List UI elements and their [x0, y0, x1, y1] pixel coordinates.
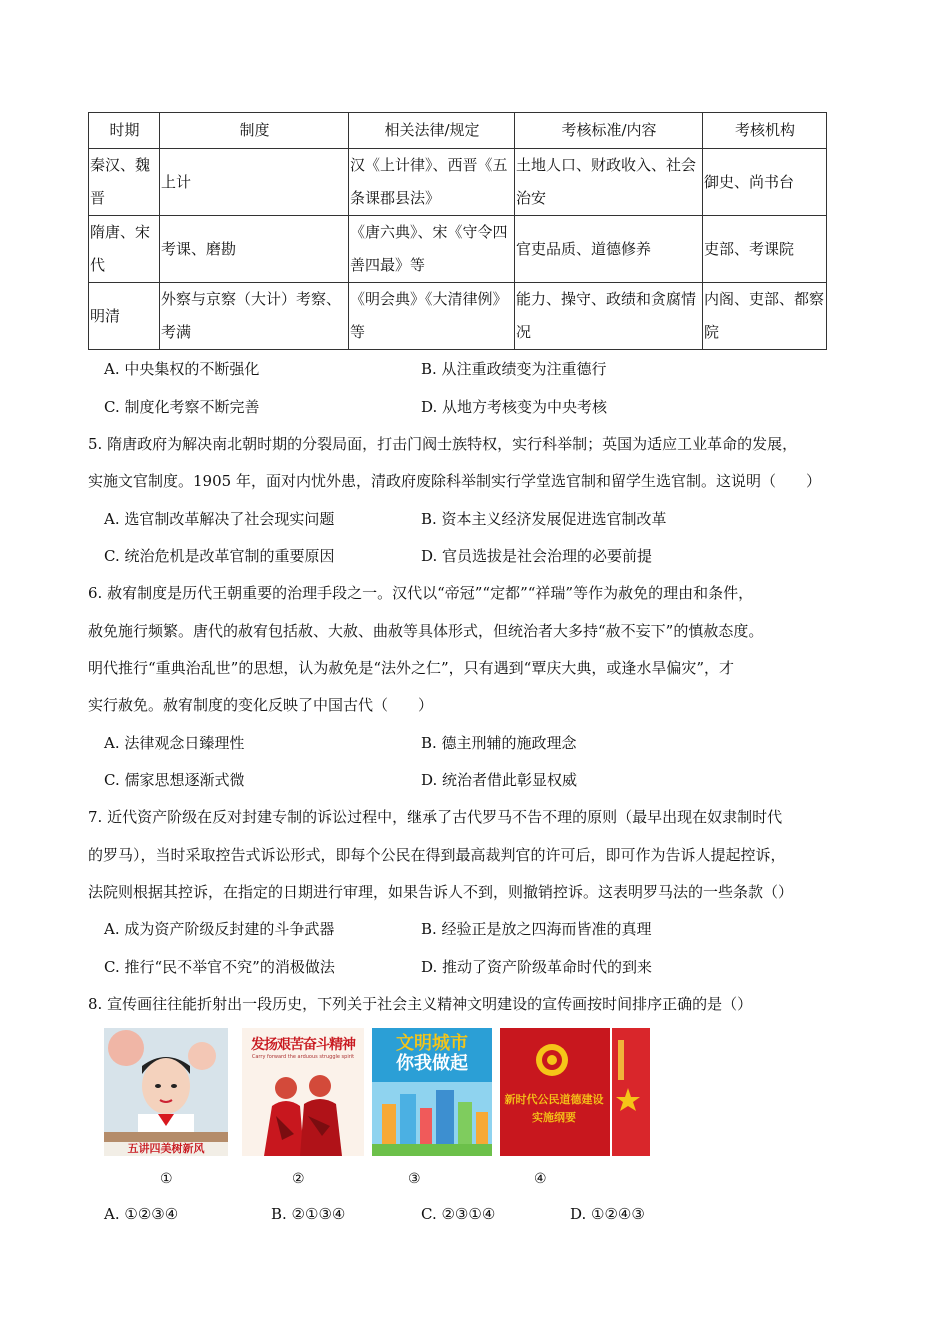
poster-4-image [500, 1028, 650, 1156]
q4-option-b[interactable]: B. 从注重政绩变为注重德行 [421, 360, 607, 378]
q6-option-d[interactable]: D. 统治者借此彰显权威 [421, 771, 578, 789]
q7-option-a[interactable]: A. 成为资产阶级反封建的斗争武器 [104, 920, 335, 938]
table-header-row [89, 113, 827, 149]
table-header-cell: 时期 [89, 113, 160, 149]
q7-option-b[interactable]: B. 经验正是放之四海而皆准的真理 [421, 920, 652, 938]
q8-option-b[interactable]: B. ②①③④ [271, 1205, 346, 1223]
table-header-cell: 考核标准/内容 [515, 113, 703, 149]
q4-option-d[interactable]: D. 从地方考核变为中央考核 [421, 398, 608, 416]
q5-stem-line: 5. 隋唐政府为解决南北朝时期的分裂局面，打击门阀士族特权，实行科举制；英国为适应工业革命的发展， [88, 435, 798, 453]
table-cell: 能力、操守、政绩和贪腐情况 [515, 283, 703, 350]
poster-3-illustration [372, 1082, 492, 1156]
q8-option-a[interactable]: A. ①②③④ [104, 1205, 179, 1223]
poster-2-title: 发扬艰苦奋斗精神 [251, 1037, 355, 1053]
q6-option-b[interactable]: B. 德主刑辅的施政理念 [421, 734, 577, 752]
q8-stem-line: 8. 宣传画往往能折射出一段历史，下列关于社会主义精神文明建设的宣传画按时间排序正确的是（） [88, 995, 753, 1013]
q8-option-c[interactable]: C. ②③①④ [421, 1205, 496, 1223]
q5-stem-line: 实施文官制度。1905 年，面对内忧外患，清政府废除科举制实行学堂选官制和留学生选官制。这说明（ ） [88, 472, 821, 490]
table-cell: 明清 [89, 283, 160, 350]
poster-3-title-line-2: 你我做起 [396, 1053, 468, 1074]
q6-stem-line: 明代推行“重典治乱世”的思想，认为赦免是“法外之仁”，只有遇到“覃庆大典，或逢水旱偏灾”，才 [88, 659, 735, 677]
poster-3-image [372, 1028, 492, 1156]
poster-caption: ① [160, 1171, 173, 1187]
q6-stem-line: 实行赦免。赦宥制度的变化反映了中国古代（ ） [88, 696, 434, 714]
table-header-cell: 相关法律/规定 [349, 113, 515, 149]
q7-stem-line: 7. 近代资产阶级在反对封建专制的诉讼过程中，继承了古代罗马不告不理的原则（最早出现在奴隶制时代 [88, 808, 783, 826]
table-cell: 《唐六典》、宋《守令四善四最》等 [349, 216, 515, 283]
table-cell: 外察与京察（大计）考察、考满 [160, 283, 349, 350]
poster-2-image [242, 1028, 364, 1156]
q6-stem-line: 6. 赦宥制度是历代王朝重要的治理手段之一。汉代以“帝冠”“定都”“祥瑞”等作为赦免的理由和条件， [88, 584, 754, 602]
q5-option-c[interactable]: C. 统治危机是改革官制的重要原因 [104, 547, 335, 565]
q6-option-a[interactable]: A. 法律观念日臻理性 [104, 734, 245, 752]
q5-option-a[interactable]: A. 选官制改革解决了社会现实问题 [104, 510, 335, 528]
table-row [89, 149, 827, 216]
table-cell: 上计 [160, 149, 349, 216]
q7-stem-line: 的罗马），当时采取控告式诉讼形式，即每个公民在得到最高裁判官的许可后，即可作为告诉人提起控诉， [88, 846, 786, 864]
q4-option-a[interactable]: A. 中央集权的不断强化 [104, 360, 260, 378]
table-cell: 御史、尚书台 [703, 149, 827, 216]
table-cell: 考课、磨勘 [160, 216, 349, 283]
table-row [89, 283, 827, 350]
table-cell: 土地人口、财政收入、社会治安 [515, 149, 703, 216]
q6-stem-line: 赦免施行频繁。唐代的赦宥包括赦、大赦、曲赦等具体形式，但统治者大多持“赦不妄下”的慎赦态度。 [88, 622, 764, 640]
table-cell: 汉《上计律》、西晋《五条课郡县法》 [349, 149, 515, 216]
table-header-cell: 制度 [160, 113, 349, 149]
table-header-cell: 考核机构 [703, 113, 827, 149]
table-cell: 内阁、吏部、都察院 [703, 283, 827, 350]
q7-stem-line: 法院则根据其控诉，在指定的日期进行审理，如果告诉人不到，则撤销控诉。这表明罗马法的一些条款（） [88, 883, 794, 901]
table-cell: 吏部、考课院 [703, 216, 827, 283]
q4-option-c[interactable]: C. 制度化考察不断完善 [104, 398, 260, 416]
poster-2-illustration [242, 1060, 364, 1156]
q7-option-d[interactable]: D. 推动了资产阶级革命时代的到来 [421, 958, 653, 976]
q8-option-d[interactable]: D. ①②④③ [570, 1205, 645, 1223]
poster-1-illustration [104, 1028, 228, 1156]
q6-option-c[interactable]: C. 儒家思想逐渐式微 [104, 771, 245, 789]
poster-caption: ③ [408, 1171, 421, 1187]
poster-caption: ② [292, 1171, 305, 1187]
q5-option-b[interactable]: B. 资本主义经济发展促进选官制改革 [421, 510, 667, 528]
table-cell: 隋唐、宋代 [89, 216, 160, 283]
assessment-system-table [88, 112, 827, 350]
table-cell: 官吏品质、道德修养 [515, 216, 703, 283]
poster-1-image [104, 1028, 228, 1156]
table-row [89, 216, 827, 283]
table-cell: 《明会典》《大清律例》等 [349, 283, 515, 350]
poster-4-title-line-1: 新时代公民道德建设 [504, 1093, 604, 1106]
poster-4-title-line-2: 实施纲要 [532, 1111, 576, 1124]
poster-caption: ④ [534, 1171, 547, 1187]
poster-3-title-line-1: 文明城市 [396, 1033, 468, 1054]
q7-option-c[interactable]: C. 推行“民不举官不究”的消极做法 [104, 958, 335, 976]
poster-1-slogan: 五讲四美树新风 [127, 1142, 205, 1155]
table-cell: 秦汉、魏晋 [89, 149, 160, 216]
poster-2-subtitle: Carry forward the arduous struggle spirit [251, 1054, 355, 1060]
q5-option-d[interactable]: D. 官员选拔是社会治理的必要前提 [421, 547, 653, 565]
